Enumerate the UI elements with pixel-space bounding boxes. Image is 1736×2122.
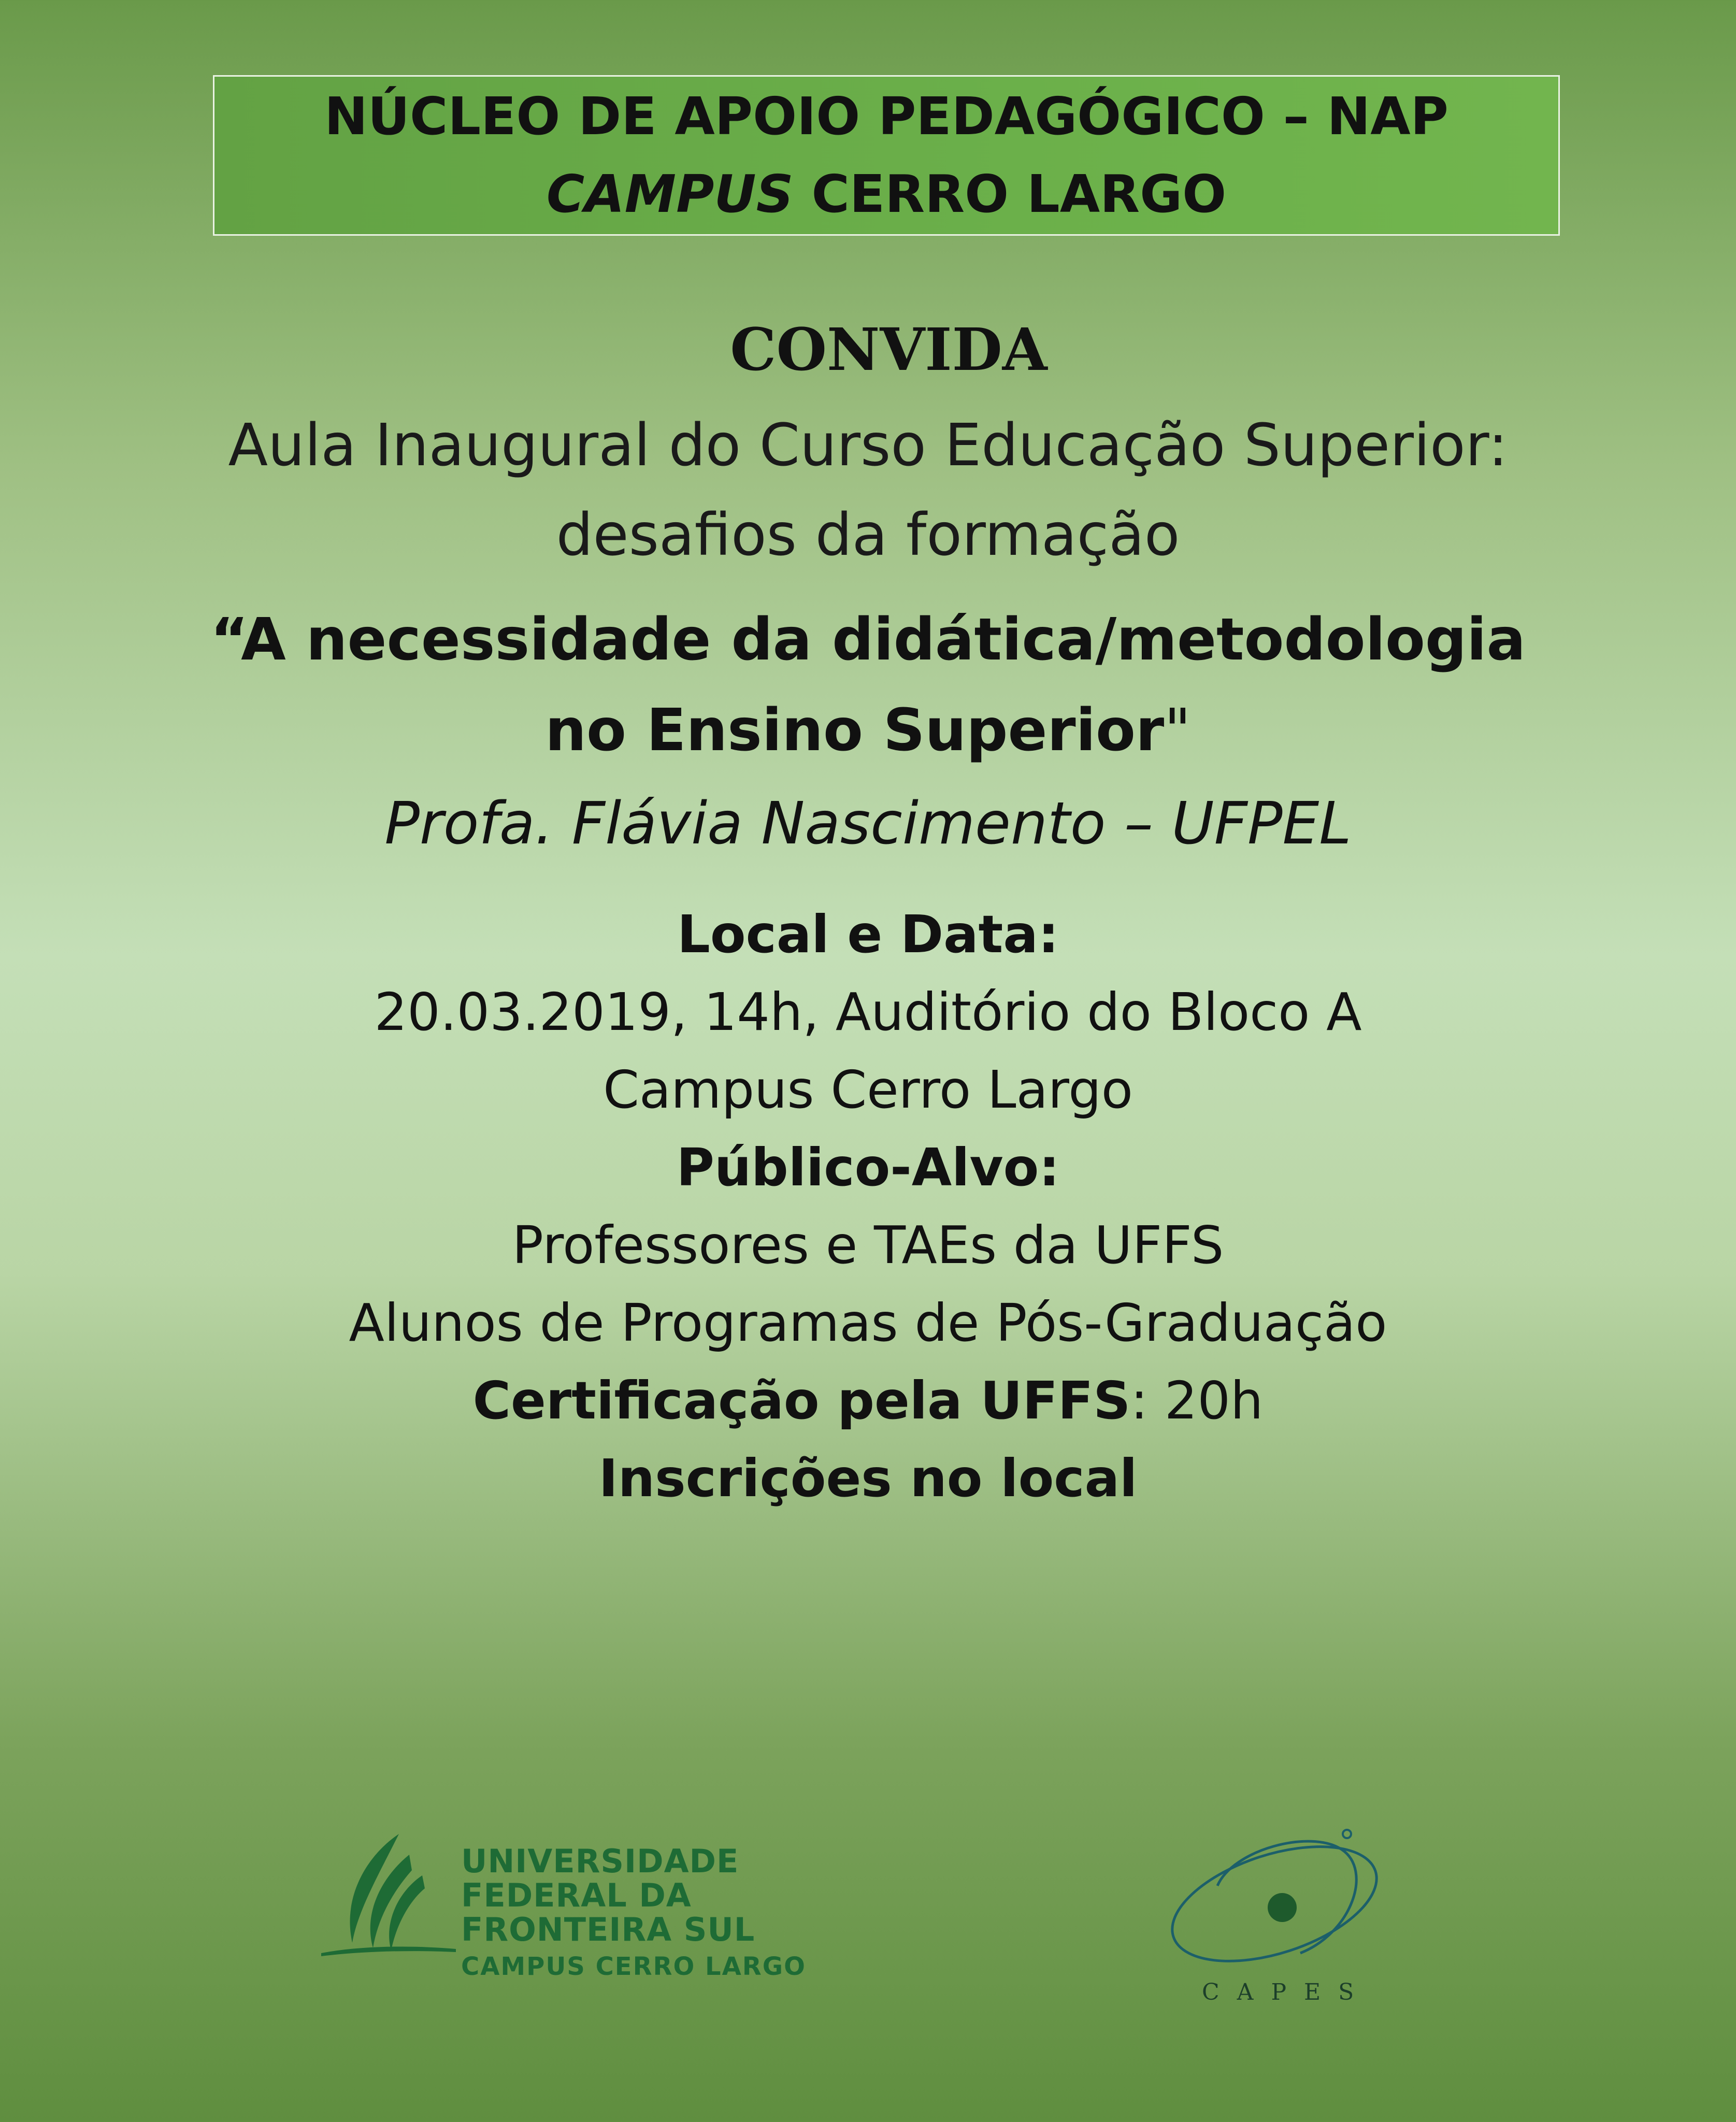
- capes-wordmark: CAPES: [1202, 1979, 1372, 2005]
- header-campus-name: CERRO LARGO: [793, 164, 1227, 224]
- local-label: Local e Data:: [677, 904, 1059, 965]
- publico-label: Público-Alvo:: [676, 1137, 1060, 1198]
- uffs-swoosh-icon: [321, 1834, 461, 1958]
- capes-orbit-icon: [1155, 1818, 1399, 1979]
- uffs-line2: FEDERAL DA: [461, 1876, 692, 1914]
- header-campus-italic: CAMPUS: [546, 164, 794, 224]
- uffs-wordmark: [461, 1844, 806, 1981]
- uffs-line3: FRONTEIRA SUL: [461, 1911, 755, 1948]
- header-box: [213, 75, 1560, 236]
- talk-title-line1: “A necessidade da didática/metodologia: [210, 606, 1526, 673]
- cert-value: : 20h: [1130, 1370, 1264, 1431]
- header-title: NÚCLEO DE APOIO PEDAGÓGICO – NAP: [324, 86, 1448, 147]
- uffs-line1: UNIVERSIDADE: [461, 1842, 739, 1880]
- certificacao: [0, 1370, 1736, 1431]
- talk-title-text: no Ensino Superior: [545, 697, 1165, 764]
- local-line1: 20.03.2019, 14h, Auditório do Bloco A: [374, 982, 1362, 1042]
- convida-heading: CONVIDA: [730, 316, 1048, 384]
- speaker: Profa. Flávia Nascimento – UFPEL: [384, 790, 1352, 857]
- talk-close-quote: ": [1164, 697, 1191, 764]
- event-title-line1: Aula Inaugural do Curso Educação Superior:: [228, 412, 1508, 479]
- uffs-campus: CAMPUS CERRO LARGO: [461, 1952, 806, 1981]
- cert-label: Certificação pela UFFS: [472, 1370, 1131, 1431]
- publico-line1: Professores e TAEs da UFFS: [512, 1215, 1224, 1275]
- event-title-line2: desafios da formação: [556, 501, 1180, 569]
- inscricoes: Inscrições no local: [598, 1448, 1138, 1509]
- header-subtitle: [547, 155, 1226, 233]
- capes-logo: [1155, 1818, 1399, 2015]
- uffs-logo: [321, 1834, 839, 1995]
- talk-title-line2: [0, 697, 1736, 764]
- publico-line2: Alunos de Programas de Pós-Graduação: [349, 1293, 1387, 1353]
- local-line2: Campus Cerro Largo: [603, 1059, 1133, 1120]
